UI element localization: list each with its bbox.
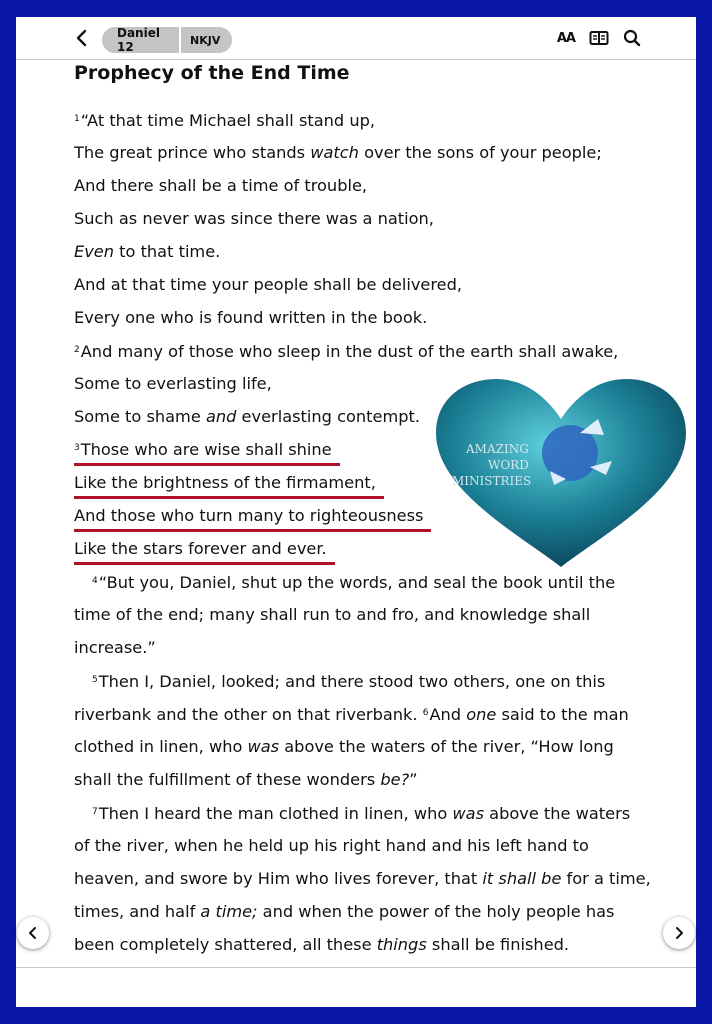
verse-line: And at that time your people shall be delivered, bbox=[74, 275, 463, 294]
chevron-right-icon bbox=[672, 926, 686, 940]
verse-paragraph bbox=[74, 565, 664, 664]
verse-number: 1 bbox=[74, 114, 80, 124]
verse-line: Some to everlasting life, bbox=[74, 374, 272, 393]
verse-line: And there shall be a time of trouble, bbox=[74, 176, 368, 195]
verse-line: heaven, and swore by Him who lives forever, that it shall be for a time, bbox=[74, 869, 651, 888]
chevron-left-icon bbox=[26, 926, 40, 940]
verse-line: $^1$“At that time Michael shall stand up, bbox=[74, 111, 376, 130]
verse-line: time of the end; many shall run to and fro, and knowledge shall bbox=[74, 605, 591, 624]
watermark-line1: AMAZING bbox=[466, 442, 529, 456]
verse-line: $^7$Then I heard the man clothed in linen, who was above the waters bbox=[92, 804, 631, 823]
book-chapter-button[interactable]: Daniel 12 bbox=[117, 26, 160, 54]
verse-line: $^5$Then I, Daniel, looked; and there stood two others, one on this bbox=[92, 672, 606, 691]
verse-line: $^2$And many of those who sleep in the dust of the earth shall awake, bbox=[74, 342, 619, 361]
prose-block bbox=[74, 565, 664, 961]
next-chapter-button[interactable] bbox=[663, 917, 695, 949]
watermark-line3: MINISTRIES bbox=[452, 474, 532, 488]
verse-line: clothed in linen, who was above the waters of the river, “How long bbox=[74, 737, 614, 756]
chevron-left-icon bbox=[72, 27, 92, 49]
verse-line: The great prince who stands watch over the sons of your people; bbox=[74, 143, 602, 162]
verse-line: $^4$“But you, Daniel, shut up the words, and seal the book until the bbox=[92, 573, 616, 592]
font-size-button[interactable]: AA bbox=[556, 30, 575, 46]
verse-line: of the river, when he held up his right hand and his left hand to bbox=[74, 836, 589, 855]
verse-paragraph bbox=[74, 796, 664, 961]
verse-line: times, and half a time; and when the power of the holy people has bbox=[74, 902, 615, 921]
verse-line: shall the fulfillment of these wonders be?” bbox=[74, 770, 418, 789]
verse-number: 3 bbox=[74, 443, 80, 453]
highlighted-text: And those who turn many to righteousness bbox=[74, 503, 431, 532]
footer-divider bbox=[16, 967, 696, 968]
search-icon[interactable] bbox=[623, 29, 641, 47]
verse-line: Every one who is found written in the book. bbox=[74, 308, 428, 327]
verse-line: Such as never was since there was a nation, bbox=[74, 209, 434, 228]
top-bar bbox=[16, 17, 696, 60]
verse-line: been completely shattered, all these things shall be finished. bbox=[74, 935, 570, 954]
passage-selector bbox=[102, 27, 232, 53]
section-heading: Prophecy of the End Time bbox=[74, 62, 350, 84]
verse-line: Even to that time. bbox=[74, 242, 221, 261]
reader-page bbox=[16, 17, 696, 1007]
verse-paragraph bbox=[74, 664, 664, 796]
version-button[interactable]: NKJV bbox=[190, 33, 221, 47]
book-icon[interactable] bbox=[589, 30, 609, 46]
back-button[interactable] bbox=[72, 27, 92, 49]
heart-watermark-image bbox=[430, 375, 692, 570]
highlighted-text: Like the stars forever and ever. bbox=[74, 536, 335, 565]
highlighted-text: $^3$Those who are wise shall shine bbox=[74, 435, 340, 466]
header-actions bbox=[557, 29, 641, 47]
previous-chapter-button[interactable] bbox=[17, 917, 49, 949]
highlighted-text: Like the brightness of the firmament, bbox=[74, 470, 384, 499]
verse-line: increase.” bbox=[74, 638, 156, 657]
verse-line: riverbank and the other on that riverbank. $^6$And one said to the man bbox=[74, 705, 629, 724]
verse-line: Some to shame and everlasting contempt. bbox=[74, 407, 420, 426]
verse-number: 2 bbox=[74, 345, 80, 355]
watermark-line2: WORD bbox=[488, 458, 529, 472]
